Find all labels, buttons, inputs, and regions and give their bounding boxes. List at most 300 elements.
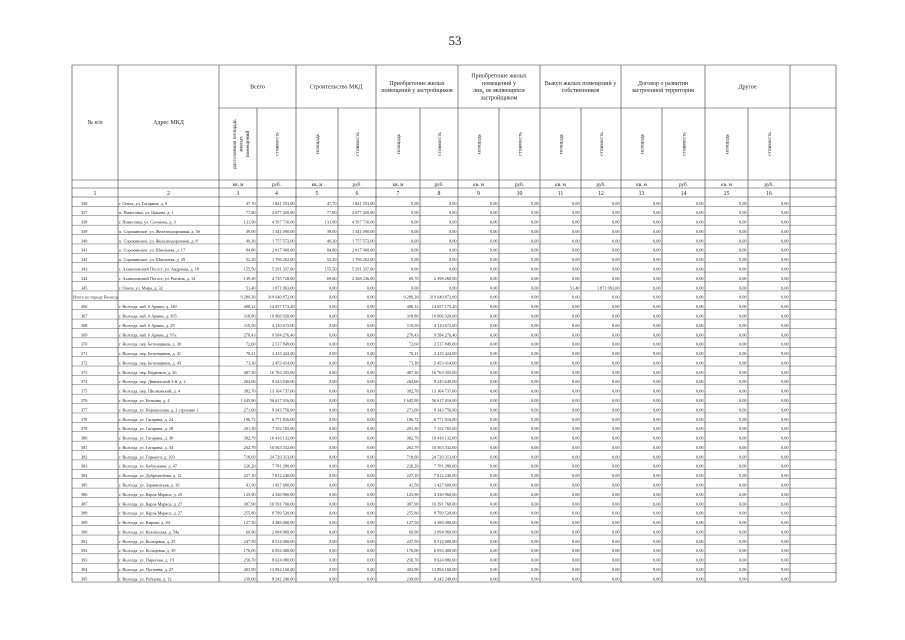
table-row <box>81 257 789 263</box>
table-row <box>81 201 789 207</box>
row-value: 0,00 <box>328 463 337 469</box>
row-value: 0,00 <box>611 548 620 554</box>
unit-label: руб. <box>679 182 688 189</box>
row-value: 0,00 <box>410 257 419 263</box>
row-value: 2 453 414,00 <box>433 360 457 366</box>
row-value: 0,00 <box>530 491 539 497</box>
row-value: 239,60 <box>243 576 256 582</box>
row-value: 0,00 <box>410 285 419 291</box>
row-value: 0,00 <box>448 257 457 263</box>
row-value: 0,00 <box>611 200 620 206</box>
row-value: 51,40 <box>569 285 580 291</box>
row-value: 0,00 <box>448 219 457 225</box>
row-value: 0,00 <box>695 510 704 516</box>
row-value: 0,00 <box>652 510 661 516</box>
row-value: 0,00 <box>738 388 747 394</box>
table-row <box>81 313 789 319</box>
row-address: г. Вологда, ул. Пугачёва, д. 27 <box>119 567 174 573</box>
row-address: г. Вологда, ул. Гагарина, д. 28 <box>119 426 174 432</box>
row-value: 0,00 <box>738 341 747 347</box>
row-number: 374 <box>81 379 88 385</box>
row-value: 0,00 <box>571 548 580 554</box>
row-value: 0,00 <box>652 463 661 469</box>
row-value: 84,80 <box>245 247 256 253</box>
row-value: 0,00 <box>738 351 747 357</box>
row-value: 0,00 <box>780 538 789 544</box>
subheader-6: площадь <box>476 133 483 155</box>
row-number: 372 <box>81 360 88 366</box>
row-value: 77,80 <box>245 210 256 216</box>
row-value: 278,43 <box>243 332 256 338</box>
row-number: 379 <box>81 426 88 432</box>
row-value: 0,00 <box>366 548 375 554</box>
row-value: 9 243 649,00 <box>271 379 295 385</box>
row-value: 382,70 <box>406 388 419 394</box>
row-value: 0,00 <box>611 210 620 216</box>
row-value: 0,00 <box>366 416 375 422</box>
row-value: 408,12 <box>243 304 256 310</box>
table-row <box>81 332 789 338</box>
row-value: 52,20 <box>326 257 337 263</box>
row-value: 0,00 <box>489 397 498 403</box>
table-row <box>81 548 789 554</box>
table-row <box>81 379 789 385</box>
row-value: 0,00 <box>738 397 747 403</box>
row-value: 0,00 <box>489 228 498 234</box>
row-value: 10 591 760,00 <box>431 501 457 507</box>
row-value: 13 164 737,00 <box>431 388 457 394</box>
row-value: 0,00 <box>652 266 661 272</box>
row-value: 0,00 <box>489 266 498 272</box>
row-value: 4 110 672,00 <box>434 322 457 328</box>
row-value: 0,00 <box>571 257 580 263</box>
row-value: 0,00 <box>738 576 747 582</box>
row-value: 0,00 <box>695 275 704 281</box>
row-value: 0,00 <box>780 257 789 263</box>
row-value: 0,00 <box>328 435 337 441</box>
table-row <box>81 558 789 564</box>
header-group-4: Выкуп жилых помещений у собственников <box>544 80 617 95</box>
row-value: 0,00 <box>695 257 704 263</box>
row-number: 338 <box>81 219 88 225</box>
row-value: 0,00 <box>530 388 539 394</box>
row-value: 0,00 <box>611 426 620 432</box>
row-value: 0,00 <box>571 529 580 535</box>
unit-label: руб. <box>596 182 606 189</box>
row-value: 8 242 240,00 <box>433 576 457 582</box>
row-address: г. Онега, ул. Гагарина, д. 9 <box>119 200 168 206</box>
row-value: 0,00 <box>738 294 747 300</box>
row-value: 0,00 <box>328 557 337 563</box>
row-address: г. Вологда, ул. Гагарина, д. 30 <box>119 435 174 441</box>
row-value: 60,90 <box>408 529 419 535</box>
row-value: 8 624 080,00 <box>433 557 457 563</box>
row-value: 0,00 <box>366 463 375 469</box>
row-value: 0,00 <box>489 473 498 479</box>
row-value: 0,00 <box>571 275 580 281</box>
row-value: 10 966 920,00 <box>269 313 295 319</box>
subheader-12: площадь <box>724 133 731 155</box>
row-value: 0,00 <box>571 482 580 488</box>
table-row <box>81 220 789 226</box>
row-value: 0,00 <box>530 379 539 385</box>
row-value: 0,00 <box>738 322 747 328</box>
row-value: 0,00 <box>695 416 704 422</box>
row-value: 0,00 <box>489 322 498 328</box>
row-number: 337 <box>81 210 88 216</box>
row-value: 0,00 <box>695 520 704 526</box>
row-value: 0,00 <box>571 369 580 375</box>
row-value: 0,00 <box>695 548 704 554</box>
row-value: 0,00 <box>571 322 580 328</box>
row-value: 77,80 <box>326 210 337 216</box>
row-value: 0,00 <box>611 454 620 460</box>
table-row <box>81 407 789 413</box>
row-value: 0,00 <box>652 360 661 366</box>
row-value: 0,00 <box>571 219 580 225</box>
row-value: 0,00 <box>328 313 337 319</box>
row-value: 0,00 <box>611 219 620 225</box>
row-value: 487,30 <box>243 369 256 375</box>
row-number: 368 <box>81 322 88 328</box>
row-value: 7 152 765,00 <box>271 426 295 432</box>
row-value: 0,00 <box>530 426 539 432</box>
row-value: 0,00 <box>328 351 337 357</box>
row-value: 0,00 <box>448 238 457 244</box>
subheader-10: площадь <box>639 133 646 155</box>
row-value: 0,00 <box>652 576 661 582</box>
row-value: 0,00 <box>366 351 375 357</box>
row-value: 176,00 <box>406 548 419 554</box>
row-value: 255,80 <box>406 510 419 516</box>
row-address: г. Вологда, ул. Добролюбова, д. 12 <box>119 473 182 479</box>
row-value: 8 514 000,00 <box>271 538 295 544</box>
column-number: 2 <box>167 191 170 197</box>
row-value: 0,00 <box>571 397 580 403</box>
table-row <box>81 567 789 573</box>
row-value: 176,00 <box>243 548 256 554</box>
row-value: 0,00 <box>571 210 580 216</box>
row-value: 72,60 <box>245 341 256 347</box>
row-value: 0,00 <box>448 285 457 291</box>
row-value: 0,00 <box>611 576 620 582</box>
row-value: 0,00 <box>695 435 704 441</box>
table-row <box>81 285 789 291</box>
row-value: 1 796 202,00 <box>271 257 295 263</box>
row-value: 0,00 <box>571 426 580 432</box>
row-value: 131,90 <box>324 219 337 225</box>
row-value: 0,00 <box>366 341 375 347</box>
row-value: 0,00 <box>366 294 375 300</box>
row-value: 0,00 <box>780 238 789 244</box>
row-value: 0,00 <box>571 501 580 507</box>
row-value: 0,00 <box>328 285 337 291</box>
row-value: 0,00 <box>695 538 704 544</box>
row-value: 0,00 <box>695 219 704 225</box>
row-value: 0,00 <box>738 548 747 554</box>
row-value: 0,00 <box>530 247 539 253</box>
row-value: 0,00 <box>410 247 419 253</box>
row-value: 201,30 <box>406 426 419 432</box>
row-value: 0,00 <box>611 266 620 272</box>
unit-label: кв. м <box>311 182 323 189</box>
row-value: 0,00 <box>611 473 620 479</box>
row-value: 0,00 <box>410 228 419 234</box>
row-number: 370 <box>81 341 88 347</box>
subheader-0: расселяемая площадь жилых помещенийрасселяемая площадьжилыхпомещений <box>232 119 251 169</box>
row-value: 0,00 <box>652 407 661 413</box>
subheader-3: стоимость <box>355 132 361 156</box>
row-value: 0,00 <box>571 567 580 573</box>
row-value: 0,00 <box>410 266 419 272</box>
row-value: 0,00 <box>489 444 498 450</box>
row-value: 0,00 <box>652 548 661 554</box>
row-value: 0,00 <box>780 501 789 507</box>
row-value: 0,00 <box>738 266 747 272</box>
row-value: 0,00 <box>738 435 747 441</box>
row-value: 0,00 <box>328 341 337 347</box>
row-value: 0,00 <box>780 416 789 422</box>
row-value: 0,00 <box>571 388 580 394</box>
row-value: 0,00 <box>489 463 498 469</box>
row-value: 2 398 260,00 <box>433 275 457 281</box>
row-value: 307,90 <box>406 501 419 507</box>
subheader-9: стоимость <box>599 132 605 156</box>
table-row <box>81 501 789 507</box>
row-value: 0,00 <box>571 407 580 413</box>
row-value: 0,00 <box>328 360 337 366</box>
row-value: 0,00 <box>530 332 539 338</box>
row-value: 0,00 <box>780 510 789 516</box>
row-value: 0,00 <box>530 416 539 422</box>
row-value: 0,00 <box>738 416 747 422</box>
row-value: 0,00 <box>328 369 337 375</box>
column-number: 13 <box>638 191 645 197</box>
group-title: Итого по городу Вологда <box>73 294 119 300</box>
row-value: 0,00 <box>530 294 539 300</box>
row-value: 319 640 872,00 <box>267 294 295 300</box>
row-number: 343 <box>81 266 88 272</box>
row-number: 383 <box>81 463 88 469</box>
row-value: 0,00 <box>530 322 539 328</box>
row-address: г. Вологда, ул. Белкина, д. 4 <box>119 397 170 403</box>
row-value: 9 243 649,00 <box>433 379 457 385</box>
row-value: 0,00 <box>652 313 661 319</box>
row-value: 0,00 <box>738 501 747 507</box>
row-number: 384 <box>81 473 88 479</box>
row-value: 84,80 <box>326 247 337 253</box>
row-value: 56 617 416,00 <box>269 397 295 403</box>
row-value: 0,00 <box>571 454 580 460</box>
unit-label: руб. <box>764 182 774 189</box>
row-address: г. Вологда, ул. Карла Маркса, д. 25 <box>119 491 183 497</box>
row-value: 0,00 <box>366 322 375 328</box>
row-value: 0,00 <box>489 557 498 563</box>
row-value: 0,00 <box>611 482 620 488</box>
column-number: 15 <box>723 191 730 197</box>
row-value: 0,00 <box>571 576 580 582</box>
row-value: 0,00 <box>410 210 419 216</box>
row-value: 10 966 920,00 <box>431 313 457 319</box>
row-value: 0,00 <box>611 538 620 544</box>
row-value: 0,00 <box>489 294 498 300</box>
row-number: 378 <box>81 416 88 422</box>
row-value: 8 799 520,00 <box>433 510 457 516</box>
row-number: 380 <box>81 435 88 441</box>
row-value: 0,00 <box>530 275 539 281</box>
column-number: 3 <box>236 191 240 197</box>
row-value: 0,00 <box>780 266 789 272</box>
table-row <box>81 248 789 254</box>
row-number: 392 <box>81 548 88 554</box>
row-value: 0,00 <box>489 510 498 516</box>
row-value: 60,90 <box>245 529 256 535</box>
row-value: 0,00 <box>695 407 704 413</box>
row-value: 70,21 <box>245 351 256 357</box>
row-value: 1 757 572,00 <box>271 238 295 244</box>
row-value: 0,00 <box>571 247 580 253</box>
column-number: 6 <box>355 191 359 197</box>
row-value: 0,00 <box>695 238 704 244</box>
row-value: 0,00 <box>328 538 337 544</box>
row-value: 10 563 332,00 <box>431 444 457 450</box>
column-number: 5 <box>315 191 319 197</box>
row-value: 0,00 <box>366 444 375 450</box>
table-row <box>81 417 789 423</box>
row-value: 0,00 <box>695 294 704 300</box>
row-value: 264,60 <box>243 379 256 385</box>
row-value: 0,00 <box>780 473 789 479</box>
row-value: 0,00 <box>780 463 789 469</box>
row-value: 0,00 <box>448 210 457 216</box>
row-value: 264,60 <box>406 379 419 385</box>
row-value: 0,00 <box>611 257 620 263</box>
row-value: 16 763 355,00 <box>431 369 457 375</box>
row-value: 49,30 <box>326 238 337 244</box>
row-value: 0,00 <box>780 388 789 394</box>
row-address: г. Вологда, пер. Водников, д. 26 <box>119 369 177 375</box>
row-value: 0,00 <box>780 520 789 526</box>
row-address: г. Вологда, ул. Кольцевая, д. 39 <box>119 548 176 554</box>
row-value: 0,00 <box>530 200 539 206</box>
row-value: 0,00 <box>695 200 704 206</box>
row-value: 139,30 <box>243 275 256 281</box>
row-value: 5 291 337,00 <box>351 266 375 272</box>
row-value: 0,00 <box>738 473 747 479</box>
row-value: 0,00 <box>738 491 747 497</box>
row-value: 2 517 849,00 <box>271 341 295 347</box>
row-value: 0,00 <box>328 332 337 338</box>
row-value: 2 094 960,00 <box>433 529 457 535</box>
row-value: 0,00 <box>530 210 539 216</box>
row-value: 0,00 <box>489 416 498 422</box>
row-value: 0,00 <box>489 210 498 216</box>
unit-label: кв. м <box>721 182 732 189</box>
row-value: 7 812 240,00 <box>433 473 457 479</box>
row-value: 1 645,90 <box>240 397 256 403</box>
row-value: 0,00 <box>780 200 789 206</box>
row-value: 8 242 240,00 <box>271 576 295 582</box>
row-value: 0,00 <box>489 219 498 225</box>
row-address: п. Пинеговка, ул. Цыкова, д. 1 <box>119 210 174 216</box>
row-number: 388 <box>81 510 88 516</box>
row-address: г. Вологда, наб. 6 Армии, д. 29 <box>119 322 175 328</box>
row-value: 0,00 <box>738 360 747 366</box>
row-value: 0,00 <box>738 407 747 413</box>
row-address: г. Вологда, ул. Карла Маркса, д. 27 <box>119 501 183 507</box>
row-value: 0,00 <box>738 257 747 263</box>
row-value: 250,70 <box>243 557 256 563</box>
unit-label: кв. м <box>636 182 647 189</box>
row-value: 0,00 <box>695 341 704 347</box>
row-value: 0,00 <box>695 304 704 310</box>
row-value: 0,00 <box>489 501 498 507</box>
row-value: 0,00 <box>652 247 661 253</box>
row-value: 2 368 236,00 <box>351 275 375 281</box>
column-number: 12 <box>598 191 604 197</box>
row-value: 0,00 <box>530 463 539 469</box>
row-value: 0,00 <box>611 238 620 244</box>
column-number: 10 <box>516 191 523 197</box>
row-value: 0,00 <box>695 426 704 432</box>
row-value: 0,00 <box>780 228 789 234</box>
row-value: 196,72 <box>243 416 256 422</box>
row-value: 0,00 <box>328 567 337 573</box>
row-value: 0,00 <box>780 247 789 253</box>
row-number: 339 <box>81 228 88 234</box>
table-row <box>81 398 789 404</box>
row-value: 0,00 <box>611 397 620 403</box>
row-value: 7 152 765,00 <box>433 426 457 432</box>
table-row <box>81 323 789 329</box>
row-value: 69,70 <box>408 275 419 281</box>
row-value: 0,00 <box>530 341 539 347</box>
row-value: 69,60 <box>326 275 337 281</box>
row-value: 403,90 <box>406 567 419 573</box>
row-value: 0,00 <box>652 219 661 225</box>
row-value: 0,00 <box>571 351 580 357</box>
row-value: 2 677 020,00 <box>271 210 295 216</box>
row-value: 0,00 <box>410 200 419 206</box>
unit-label: руб. <box>272 182 281 189</box>
row-value: 0,00 <box>611 228 620 234</box>
row-value: 0,00 <box>489 341 498 347</box>
row-value: 0,00 <box>489 529 498 535</box>
row-value: 0,00 <box>366 369 375 375</box>
row-value: 0,00 <box>448 228 457 234</box>
row-address: г. Вологда, ул. Гагарина, д. 34 <box>119 444 174 450</box>
row-value: 0,00 <box>328 304 337 310</box>
row-value: 9 289,30 <box>403 294 419 300</box>
row-value: 9 343 756,90 <box>433 407 457 413</box>
page-number: 53 <box>448 33 462 48</box>
row-value: 0,00 <box>738 247 747 253</box>
row-address: г. Вологда, наб. 6 Армии, д. 97а <box>119 332 177 338</box>
row-value: 0,00 <box>328 397 337 403</box>
row-value: 0,00 <box>738 275 747 281</box>
row-value: 8 799 520,00 <box>271 510 295 516</box>
row-value: 0,00 <box>366 473 375 479</box>
row-value: 0,00 <box>780 210 789 216</box>
column-number: 8 <box>437 191 441 197</box>
row-value: 0,00 <box>571 463 580 469</box>
row-value: 0,00 <box>780 567 789 573</box>
table-row <box>81 267 789 273</box>
row-value: 0,00 <box>738 238 747 244</box>
row-value: 0,00 <box>611 567 620 573</box>
row-value: 0,00 <box>410 238 419 244</box>
row-value: 9 289,30 <box>240 294 256 300</box>
